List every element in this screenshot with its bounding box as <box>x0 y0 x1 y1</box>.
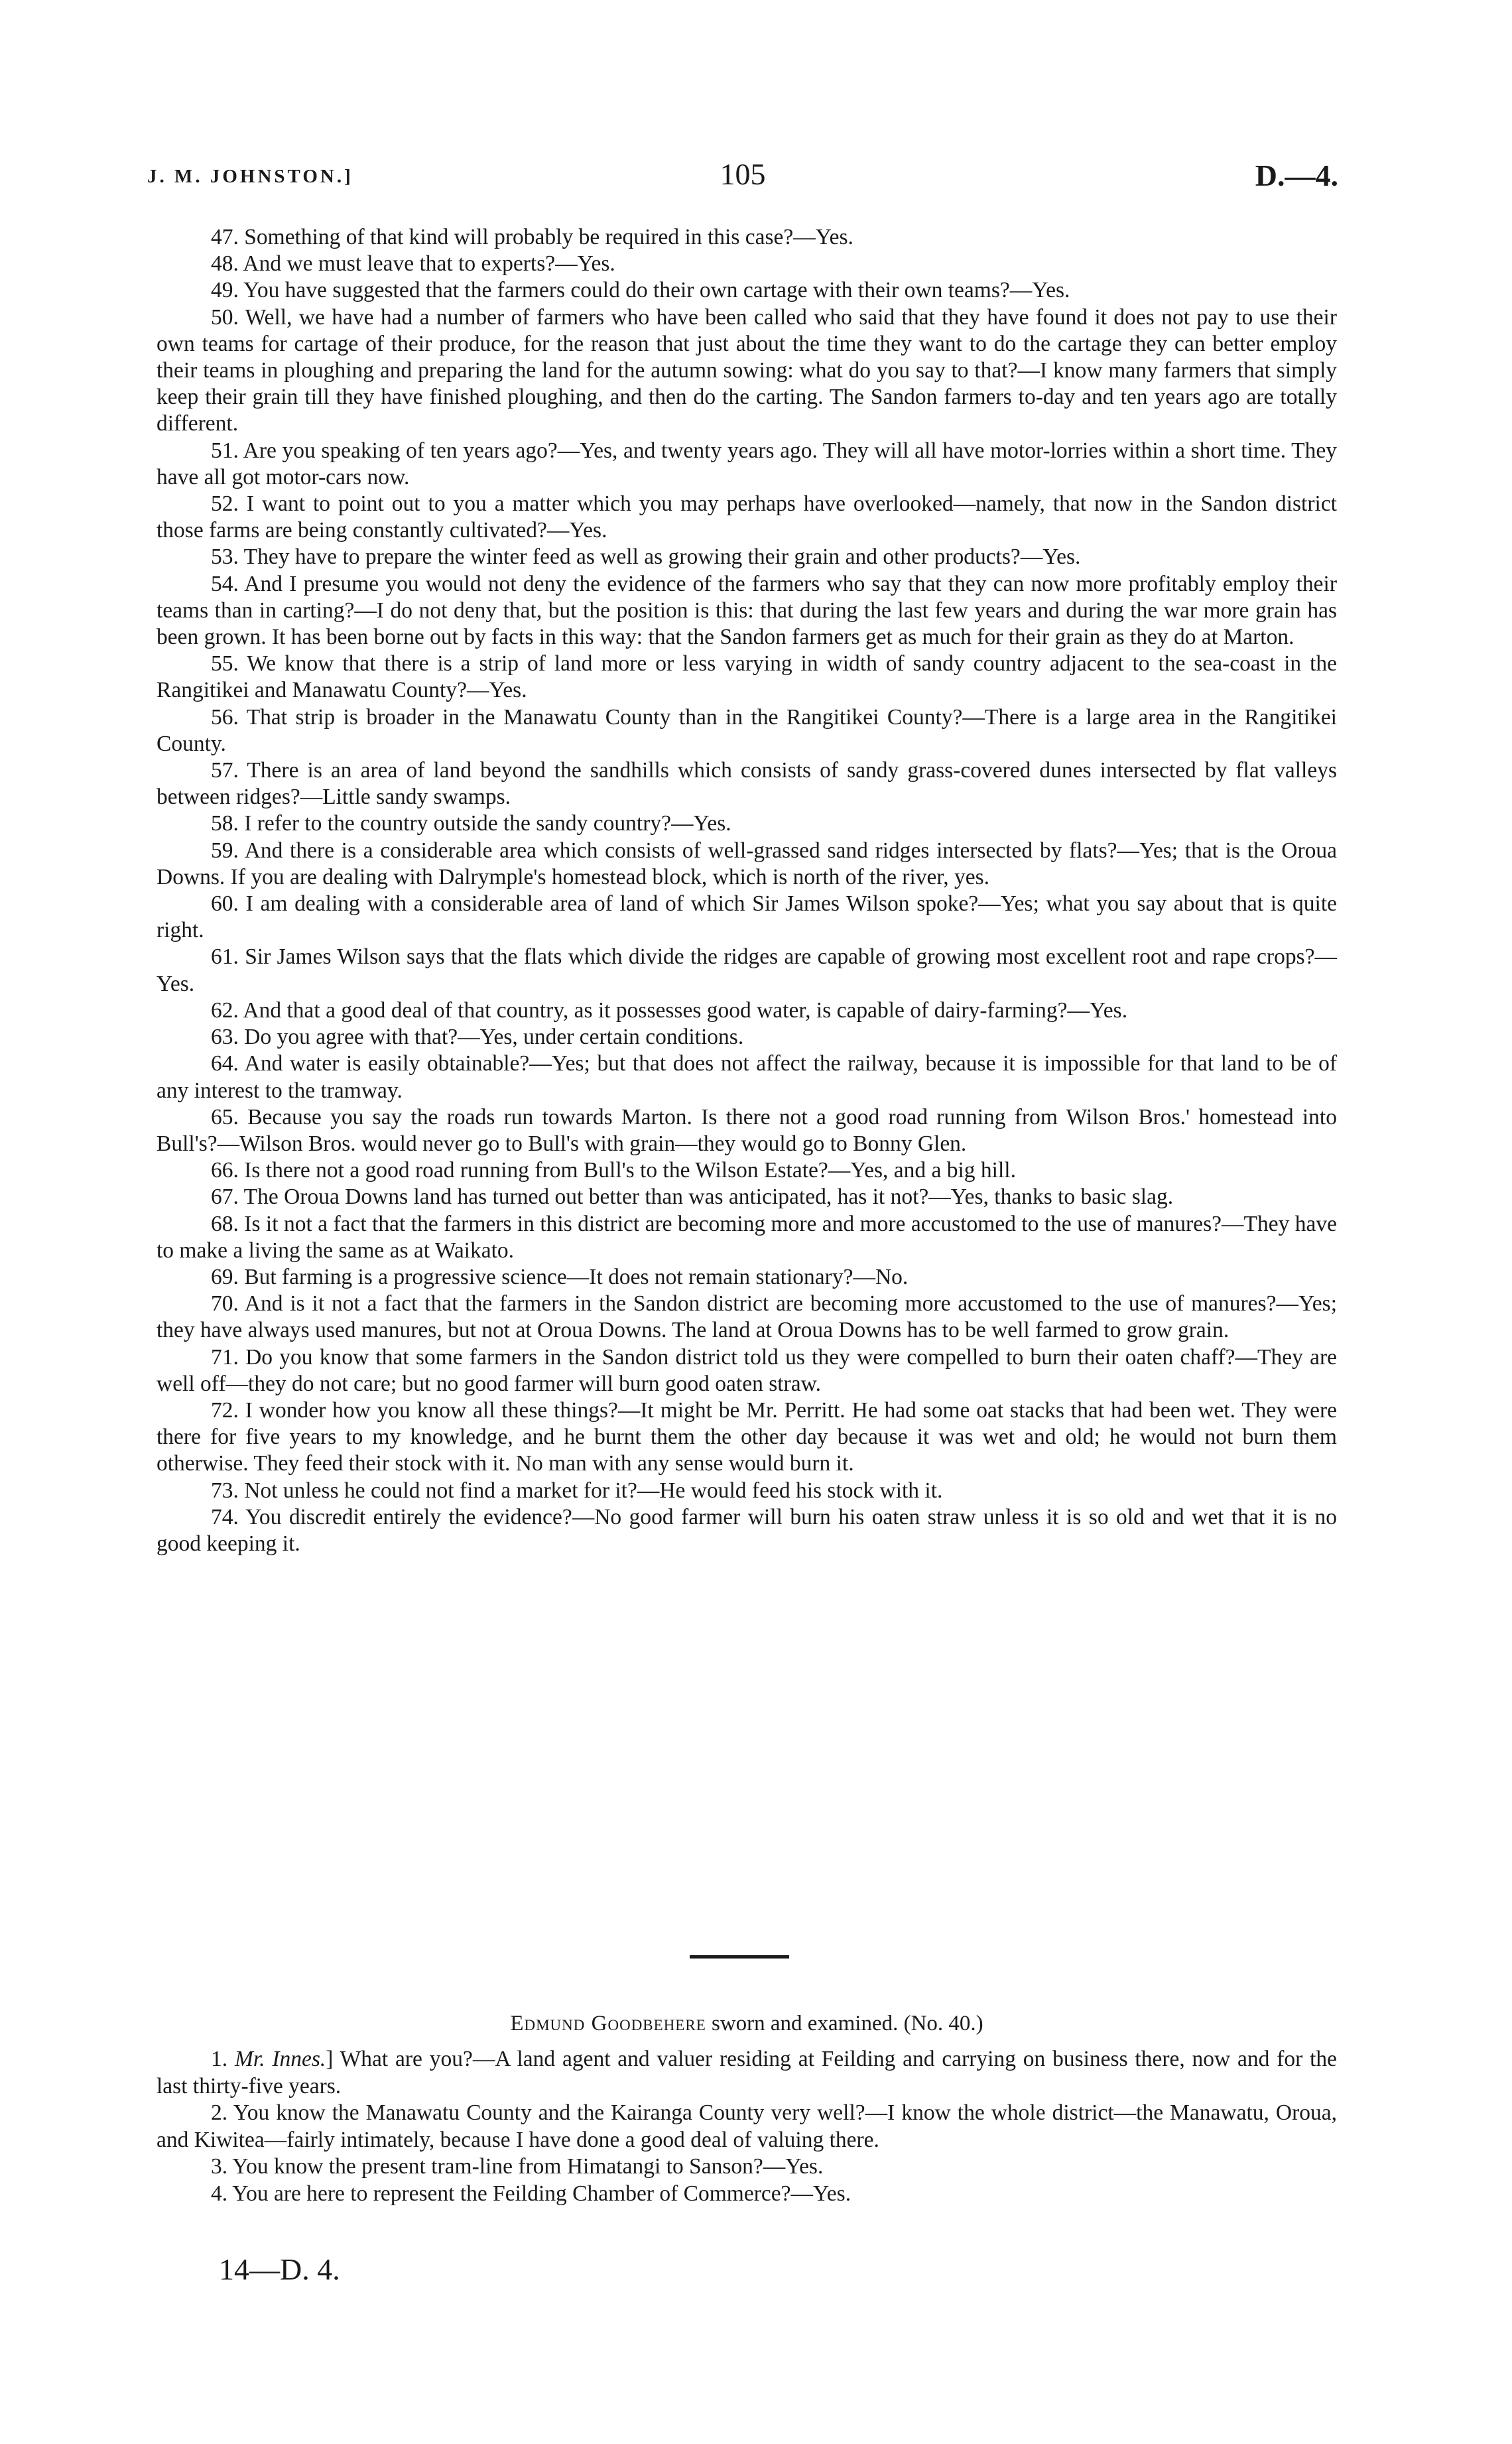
page-header <box>147 157 1338 210</box>
paragraph: 55. We know that there is a strip of land more or less varying in width of sandy country adjacent to the sea-coast in the Rangitikei and Manawatu County?—Yes. <box>157 651 1337 703</box>
paragraph: 64. And water is easily obtainable?—Yes; but that does not affect the railway, because it is impossible for that land to be of any interest to the tramway. <box>157 1051 1337 1103</box>
witness-heading <box>157 2012 1337 2036</box>
paragraph <box>157 2046 1337 2100</box>
paragraph: 58. I refer to the country outside the sandy country?—Yes. <box>211 811 731 836</box>
paragraph: 60. I am dealing with a considerable area of land of which Sir James Wilson spoke?—Yes; what you say about that is quite right. <box>157 891 1337 943</box>
paragraph: 71. Do you know that some farmers in the Sandon district told us they were compelled to burn their oaten chaff?—They are well off—they do not care; but no good farmer will burn good oaten straw. <box>157 1344 1337 1396</box>
paragraph: 59. And there is a considerable area which consists of well-grassed sand ridges intersected by flats?—Yes; that is the Oroua Downs. If you are dealing with Dalrymple's homestead block, which is north of the river, yes. <box>157 838 1337 889</box>
paragraph: 67. The Oroua Downs land has turned out better than was anticipated, has it not?—Yes, thanks to basic slag. <box>211 1185 1174 1210</box>
paragraph: 48. And we must leave that to experts?—Yes. <box>211 251 615 277</box>
header-witness-name: J. M. JOHNSTON.] <box>147 166 353 187</box>
paragraph: 56. That strip is broader in the Manawatu County than in the Rangitikei County?—There is a large area in the Rangitikei County. <box>157 704 1337 756</box>
paragraph: 69. But farming is a progressive science—It does not remain stationary?—No. <box>211 1264 909 1289</box>
paragraph: 50. Well, we have had a number of farmers who have been called who said that they have found it does not pay to use their own teams for cartage of their produce, for the reason that just about the time they want to do the cartage they can better employ their teams in ploughing and preparing the land for the autumn sowing: what do you say to that?—I know many farmers that simply keep their grain till they have finished ploughing, and then do the carting. The Sandon farmers to-day and ten years ago are totally different. <box>157 304 1337 436</box>
paragraph: 51. Are you speaking of ten years ago?—Yes, and twenty years ago. They will all have motor-lorries within a short time. They have all got motor-cars now. <box>157 438 1337 489</box>
witness-testimony <box>157 2046 1337 2207</box>
paragraph: 74. You discredit entirely the evidence?—No good farmer will burn his oaten straw unless it is so old and wet that it is no good keeping it. <box>157 1504 1337 1556</box>
paragraph: 2. You know the Manawatu County and the Kairanga County very well?—I know the whole district—the Manawatu, Oroua, and Kiwitea—fairly intimately, because I have done a good deal of valuing there. <box>157 2100 1337 2152</box>
paragraph: 62. And that a good deal of that country, as it possesses good water, is capable of dairy-farming?—Yes. <box>211 997 1128 1023</box>
paragraph: 49. You have suggested that the farmers could do their own cartage with their own teams?—Yes. <box>211 278 1070 303</box>
paragraph: 73. Not unless he could not find a market for it?—He would feed his stock with it. <box>211 1478 943 1503</box>
testimony-body <box>157 224 1337 1557</box>
paragraph: 66. Is there not a good road running from Bull's to the Wilson Estate?—Yes, and a big hill. <box>211 1158 1016 1183</box>
paragraph: 52. I want to point out to you a matter which you may perhaps have overlooked—namely, that now in the Sandon district those farms are being constantly cultivated?—Yes. <box>157 491 1337 543</box>
paragraph: 61. Sir James Wilson says that the flats which divide the ridges are capable of growing most excellent root and rape crops?—Yes. <box>157 944 1337 996</box>
document-reference: D.—4. <box>1255 159 1338 192</box>
paragraph: 4. You are here to represent the Feilding Chamber of Commerce?—Yes. <box>211 2181 851 2206</box>
witness-name: Edmund Goodbehere <box>510 2012 706 2035</box>
paragraph: 54. And I presume you would not deny the evidence of the farmers who say that they can now more profitably employ their teams than in carting?—I do not deny that, but the position is this: that during the last few years and during the war more grain has been grown. It has been borne out by facts in this way: that the Sandon farmers get as much for their grain as they do at Marton. <box>157 571 1337 650</box>
paragraph: 3. You know the present tram-line from Himatangi to Sanson?—Yes. <box>211 2154 824 2179</box>
page-number: 105 <box>720 157 766 191</box>
paragraph: 53. They have to prepare the winter feed as well as growing their grain and other products?—Yes. <box>211 545 1081 570</box>
paragraph-text: ] What are you?—A land agent and valuer residing at Feilding and carrying on business there, now and for the last thirty-five years. <box>157 2047 1338 2098</box>
paragraph: 47. Something of that kind will probably be required in this case?—Yes. <box>211 225 853 249</box>
paragraph: 65. Because you say the roads run towards Marton. Is there not a good road running from Wilson Bros.' homestead into Bull's?—Wilson Bros. would never go to Bull's with grain—they would go to Bonny Glen. <box>157 1104 1337 1156</box>
paragraph: 68. Is it not a fact that the farmers in this district are becoming more and more accustomed to the use of manures?—They have to make a living the same as at Waikato. <box>157 1211 1337 1263</box>
paragraph: 72. I wonder how you know all these things?—It might be Mr. Perritt. He had some oat stacks that had been wet. They were there for five years to my knowledge, and he burnt them the other day because it was wet and old; he would not burn them otherwise. They feed their stock with it. No man with any sense would burn it. <box>157 1397 1337 1476</box>
witness-heading-rest: sworn and examined. (No. 40.) <box>706 2012 983 2035</box>
question-number: 1. <box>211 2047 235 2071</box>
section-divider <box>690 1955 789 1959</box>
signature-mark: 14—D. 4. <box>219 2252 340 2286</box>
paragraph: 63. Do you agree with that?—Yes, under certain conditions. <box>211 1025 744 1050</box>
paragraph: 70. And is it not a fact that the farmers in the Sandon district are becoming more accustomed to the use of manures?—Yes; they have always used manures, but not at Oroua Downs. The land at Oroua Downs has to be well farmed to grow grain. <box>157 1291 1337 1343</box>
questioner-name: Mr. Innes. <box>234 2047 326 2071</box>
paragraph: 57. There is an area of land beyond the sandhills which consists of sandy grass-covered dunes intersected by flat valleys between ridges?—Little sandy swamps. <box>157 758 1337 810</box>
